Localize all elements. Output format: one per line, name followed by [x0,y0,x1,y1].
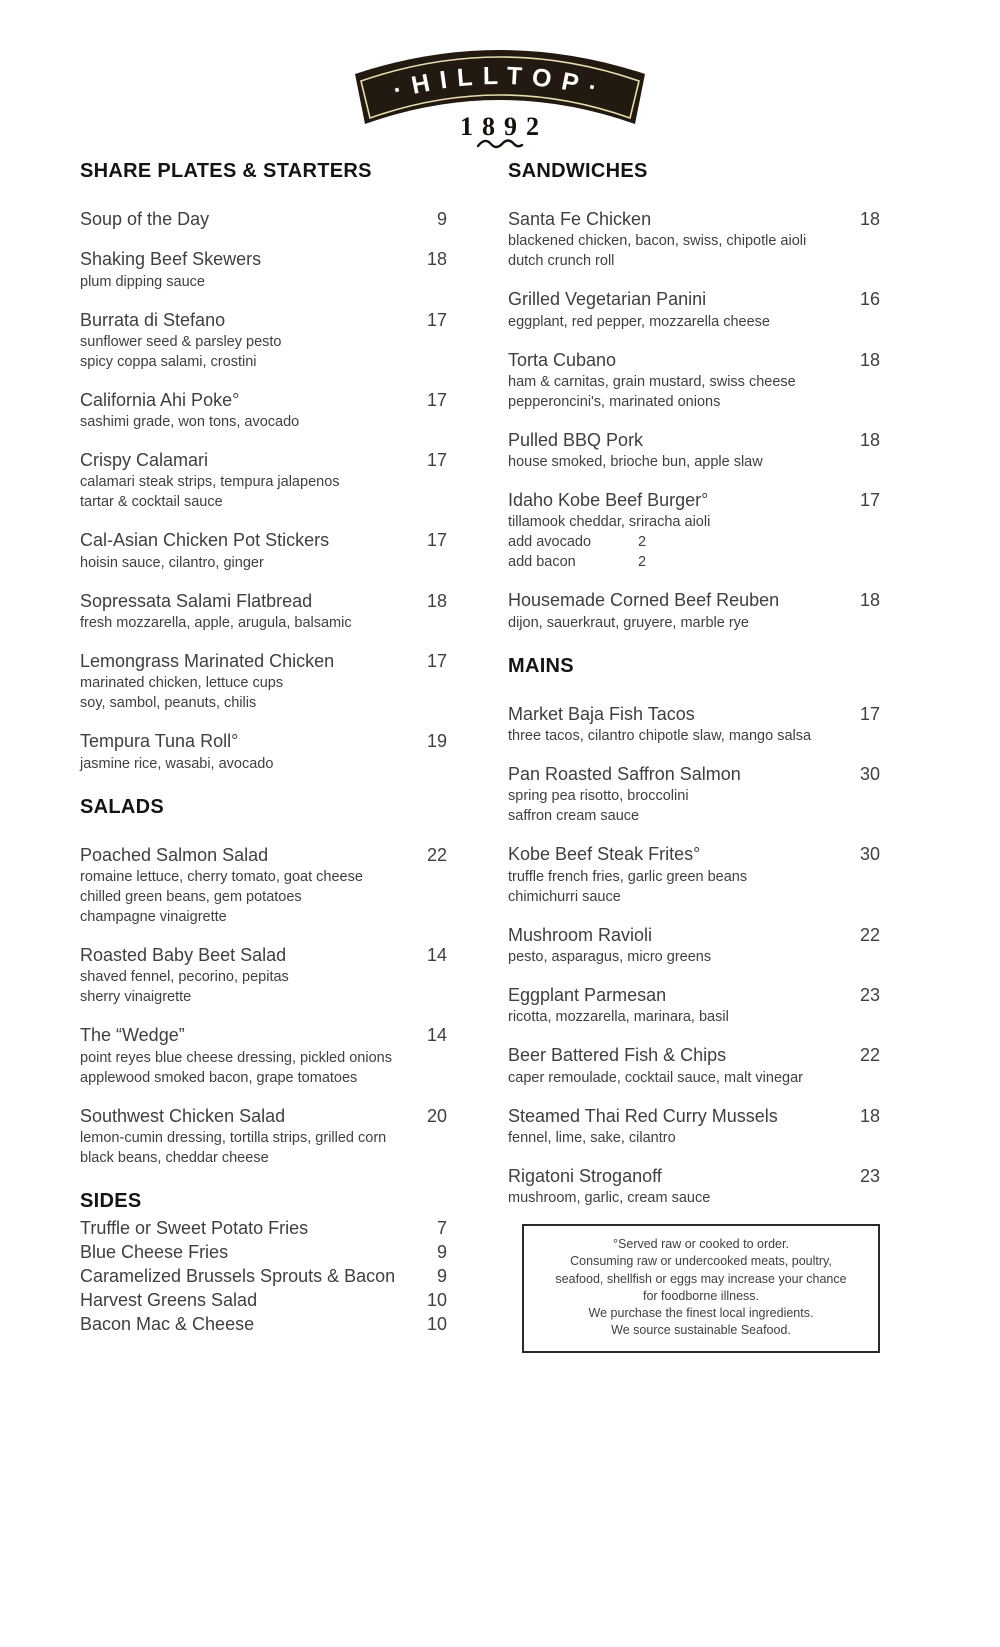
menu-item-description: point reyes blue cheese dressing, pickled onions [80,1049,392,1066]
menu-item-description: blackened chicken, bacon, swiss, chipotle aioli [508,233,807,250]
menu-item-price: 18 [426,590,447,611]
menu-item-name: Crispy Calamari [80,450,209,471]
menu-item-row [508,842,880,866]
menu-item-row [80,1265,447,1288]
menu-item-row [80,729,447,753]
menu-item-description: sherry vinaigrette [80,989,192,1006]
menu-item-description: saffron cream sauce [508,808,640,825]
menu-item-price: 10 [426,1313,447,1334]
menu-section [508,655,880,1208]
menu-item-description: pepperoncini's, marinated onions [508,393,721,410]
menu-column-right [508,160,880,1353]
menu-item-name: Grilled Vegetarian Panini [508,289,707,310]
menu-item-description: truffle french fries, garlic green beans [508,868,748,885]
menu-item-description: champagne vinaigrette [80,908,227,925]
menu-item [508,702,880,746]
menu-item-price: 14 [426,944,447,965]
menu-item-row [80,308,447,332]
menu-item-description: ham & carnitas, grain mustard, swiss cheese [508,373,796,390]
menu-item-name: Blue Cheese Fries [80,1241,229,1262]
menu-item-row [508,1104,880,1128]
menu-item-name: Mushroom Ravioli [508,924,653,945]
menu-item-name: Idaho Kobe Beef Burger° [508,490,709,511]
menu-item-price: 18 [859,349,880,370]
menu-item-price: 10 [426,1289,447,1310]
menu-item-name: Housemade Corned Beef Reuben [508,590,780,611]
menu-item-name: Pan Roasted Saffron Salmon [508,764,741,785]
menu-item-price: 16 [859,289,880,310]
addon-price: 2 [638,534,647,551]
menu-item-row [80,649,447,673]
menu-item-row [80,589,447,613]
menu-item [508,923,880,967]
menu-item [80,1023,447,1087]
menu-item-row [508,207,880,231]
menu-item-price: 18 [859,209,880,229]
menu-item-name: Eggplant Parmesan [508,984,667,1005]
disclaimer-line: seafood, shellfish or eggs may increase your chance [555,1271,847,1286]
menu-item-price: 17 [426,651,447,672]
section-title: SHARE PLATES & STARTERS [80,160,372,182]
menu-item-row [508,348,880,372]
menu-item-name: Cal-Asian Chicken Pot Stickers [80,530,330,551]
menu-item-price: 14 [426,1025,447,1046]
menu-item-description: fennel, lime, sake, cilantro [508,1129,676,1146]
menu-item-row [80,1289,447,1312]
menu-item-price: 18 [859,1105,880,1126]
menu-item [80,1289,447,1312]
menu-item-description: jasmine rice, wasabi, avocado [80,755,274,772]
menu-item-price: 18 [426,249,447,270]
menu-item-name: Poached Salmon Salad [80,844,269,865]
menu-item-name: Southwest Chicken Salad [80,1105,286,1126]
menu-item-row [508,702,880,726]
menu-item [80,843,447,927]
menu-item-name: Truffle or Sweet Potato Fries [80,1217,309,1238]
addon-price: 2 [638,554,647,571]
menu-item-price: 17 [426,530,447,551]
menu-item-description: chimichurri sauce [508,888,621,905]
menu-item-row [80,207,447,231]
menu-item-price: 23 [859,1165,880,1186]
menu-item-description: fresh mozzarella, apple, arugula, balsamic [80,615,352,632]
menu-item [80,388,447,432]
restaurant-logo [330,40,670,152]
menu-item [508,588,880,632]
section-title: SANDWICHES [508,160,648,182]
menu-item [80,1217,447,1240]
menu-item [508,428,880,472]
menu-item-description: chilled green beans, gem potatoes [80,888,302,905]
disclaimer-line: °Served raw or cooked to order. [613,1237,789,1252]
menu-item [80,943,447,1007]
menu-item-description: calamari steak strips, tempura jalapenos [80,474,340,491]
menu-item-price: 17 [426,309,447,330]
menu-item-row [80,1313,447,1336]
menu-item-description: house smoked, brioche bun, apple slaw [508,454,763,471]
menu-item-name: Kobe Beef Steak Frites° [508,844,701,865]
menu-item-row [508,588,880,612]
menu-item-name: Soup of the Day [80,209,210,229]
menu-item-price: 9 [436,1265,447,1286]
menu-item-description: sunflower seed & parsley pesto [80,333,282,350]
menu-item-description: mushroom, garlic, cream sauce [508,1190,711,1207]
menu-item-description: tartar & cocktail sauce [80,494,223,511]
flourish-icon [478,141,522,148]
menu-item-price: 30 [859,844,880,865]
menu-item [508,1104,880,1148]
menu-item-name: Bacon Mac & Cheese [80,1313,255,1334]
menu-item-price: 17 [859,703,880,724]
menu-section [80,796,447,1168]
menu-section [80,160,447,774]
section-title: MAINS [508,654,574,677]
founding-year-text: 1892 [460,112,548,141]
menu-item [80,448,447,512]
menu-item-name: California Ahi Poke° [80,389,240,410]
disclaimer-line: for foodborne illness. [642,1288,760,1303]
menu-item-row [80,1104,447,1128]
menu-item-price: 17 [859,490,880,511]
menu-item-price: 18 [859,429,880,450]
menu-item-price: 22 [859,1045,880,1066]
menu-item-description: soy, sambol, peanuts, chilis [80,695,257,712]
menu-item-description: spicy coppa salami, crostini [80,353,257,370]
menu-item [80,1313,447,1336]
menu-item [508,1164,880,1208]
menu-item-description: hoisin sauce, cilantro, ginger [80,554,264,571]
menu-item-row [80,1217,447,1240]
disclaimer-line: We purchase the finest local ingredients. [588,1306,814,1321]
menu-item-name: Pulled BBQ Pork [508,429,644,450]
menu-item-name: Harvest Greens Salad [80,1289,258,1310]
menu-item-price: 19 [426,731,447,752]
menu-item-name: Torta Cubano [508,349,617,370]
menu-item-name: Roasted Baby Beet Salad [80,944,287,965]
menu-item [508,842,880,906]
menu-item-name: Tempura Tuna Roll° [80,731,239,752]
menu-item-name: Caramelized Brussels Sprouts & Bacon [80,1265,396,1286]
menu-item [80,308,447,372]
menu-item-description: lemon-cumin dressing, tortilla strips, grilled corn [80,1129,387,1146]
menu-item-description: marinated chicken, lettuce cups [80,675,284,692]
menu-item-row [80,528,447,552]
menu-item-description: ricotta, mozzarella, marinara, basil [508,1009,729,1026]
menu-item [80,247,447,291]
menu-item-description: sashimi grade, won tons, avocado [80,414,300,431]
disclaimer-box [522,1224,880,1353]
menu-item-row [508,923,880,947]
menu-item-price: 17 [426,450,447,471]
menu-item-row [508,762,880,786]
menu-item-description: eggplant, red pepper, mozzarella cheese [508,313,770,330]
menu-item-price: 20 [426,1105,447,1126]
menu-item [80,1104,447,1168]
menu-item-price: 22 [859,924,880,945]
menu-item-price: 9 [436,209,447,229]
section-title: SIDES [80,1189,142,1212]
menu-item-name: Lemongrass Marinated Chicken [80,651,335,672]
menu-item-name: Burrata di Stefano [80,309,226,330]
menu-item-name: Beer Battered Fish & Chips [508,1045,727,1066]
menu-item-price: 17 [426,389,447,410]
section-title: SALADS [80,795,165,818]
menu-item-row [80,247,447,271]
menu-item-name: Steamed Thai Red Curry Mussels [508,1105,778,1126]
menu-item [508,287,880,331]
menu-item-name: Shaking Beef Skewers [80,249,262,270]
menu-item-row [80,448,447,472]
menu-item-row [80,943,447,967]
menu-section [80,1190,447,1336]
menu-item [80,1265,447,1288]
menu-item-description: spring pea risotto, broccolini [508,788,689,805]
menu-item-description: tillamook cheddar, sriracha aioli [508,514,711,531]
menu-section [508,160,880,633]
menu-item-row [80,843,447,867]
menu-item [80,1241,447,1264]
menu-item-description: shaved fennel, pecorino, pepitas [80,969,289,986]
menu-item-addon [508,552,880,572]
menu-item [508,1043,880,1087]
menu-item-row [508,428,880,452]
menu-item [508,488,880,572]
menu-item [508,348,880,412]
menu-item-row [80,1241,447,1264]
menu-item [80,207,447,231]
menu-item-row [508,1043,880,1067]
menu-item-name: Market Baja Fish Tacos [508,703,695,724]
menu-item [508,983,880,1027]
addon-label: add bacon [508,554,576,571]
menu-item-description: black beans, cheddar cheese [80,1149,269,1166]
menu-item [80,649,447,713]
menu-item-price: 22 [426,844,447,865]
menu-item-description: dutch crunch roll [508,253,615,270]
menu-item-description: pesto, asparagus, micro greens [508,948,712,965]
menu-item-price: 9 [436,1241,447,1262]
menu-item-price: 7 [436,1217,447,1238]
brand-name-text: ·HILLTOP· [390,61,610,105]
menu-item-row [80,388,447,412]
menu-item-price: 18 [859,590,880,611]
menu-item-description: caper remoulade, cocktail sauce, malt vinegar [508,1069,803,1086]
menu-item [80,589,447,633]
menu-item-name: Santa Fe Chicken [508,209,652,229]
menu-item-name: Sopressata Salami Flatbread [80,590,313,611]
menu-item-addon [508,532,880,552]
menu-item-row [508,1164,880,1188]
menu-item [80,528,447,572]
menu-item-row [80,1023,447,1047]
disclaimer-line: We source sustainable Seafood. [611,1323,791,1338]
menu-item [508,207,880,271]
menu-item-row [508,287,880,311]
menu-item-description: applewood smoked bacon, grape tomatoes [80,1069,358,1086]
menu-item-row [508,488,880,512]
menu-item-description: three tacos, cilantro chipotle slaw, mango salsa [508,728,812,745]
menu-item-row [508,983,880,1007]
hilltop-banner-logo [330,40,670,152]
menu-item-name: Rigatoni Stroganoff [508,1165,662,1186]
menu-column-left [80,160,447,1337]
menu-item-name: The “Wedge” [80,1025,185,1046]
addon-label: add avocado [508,534,592,551]
menu-item [80,729,447,773]
menu-item-price: 30 [859,764,880,785]
disclaimer-line: Consuming raw or undercooked meats, poultry, [570,1254,832,1269]
menu-item-price: 23 [859,984,880,1005]
menu-item-description: plum dipping sauce [80,273,205,290]
menu-item-description: romaine lettuce, cherry tomato, goat cheese [80,868,363,885]
menu-item-description: dijon, sauerkraut, gruyere, marble rye [508,614,749,631]
menu-item [508,762,880,826]
